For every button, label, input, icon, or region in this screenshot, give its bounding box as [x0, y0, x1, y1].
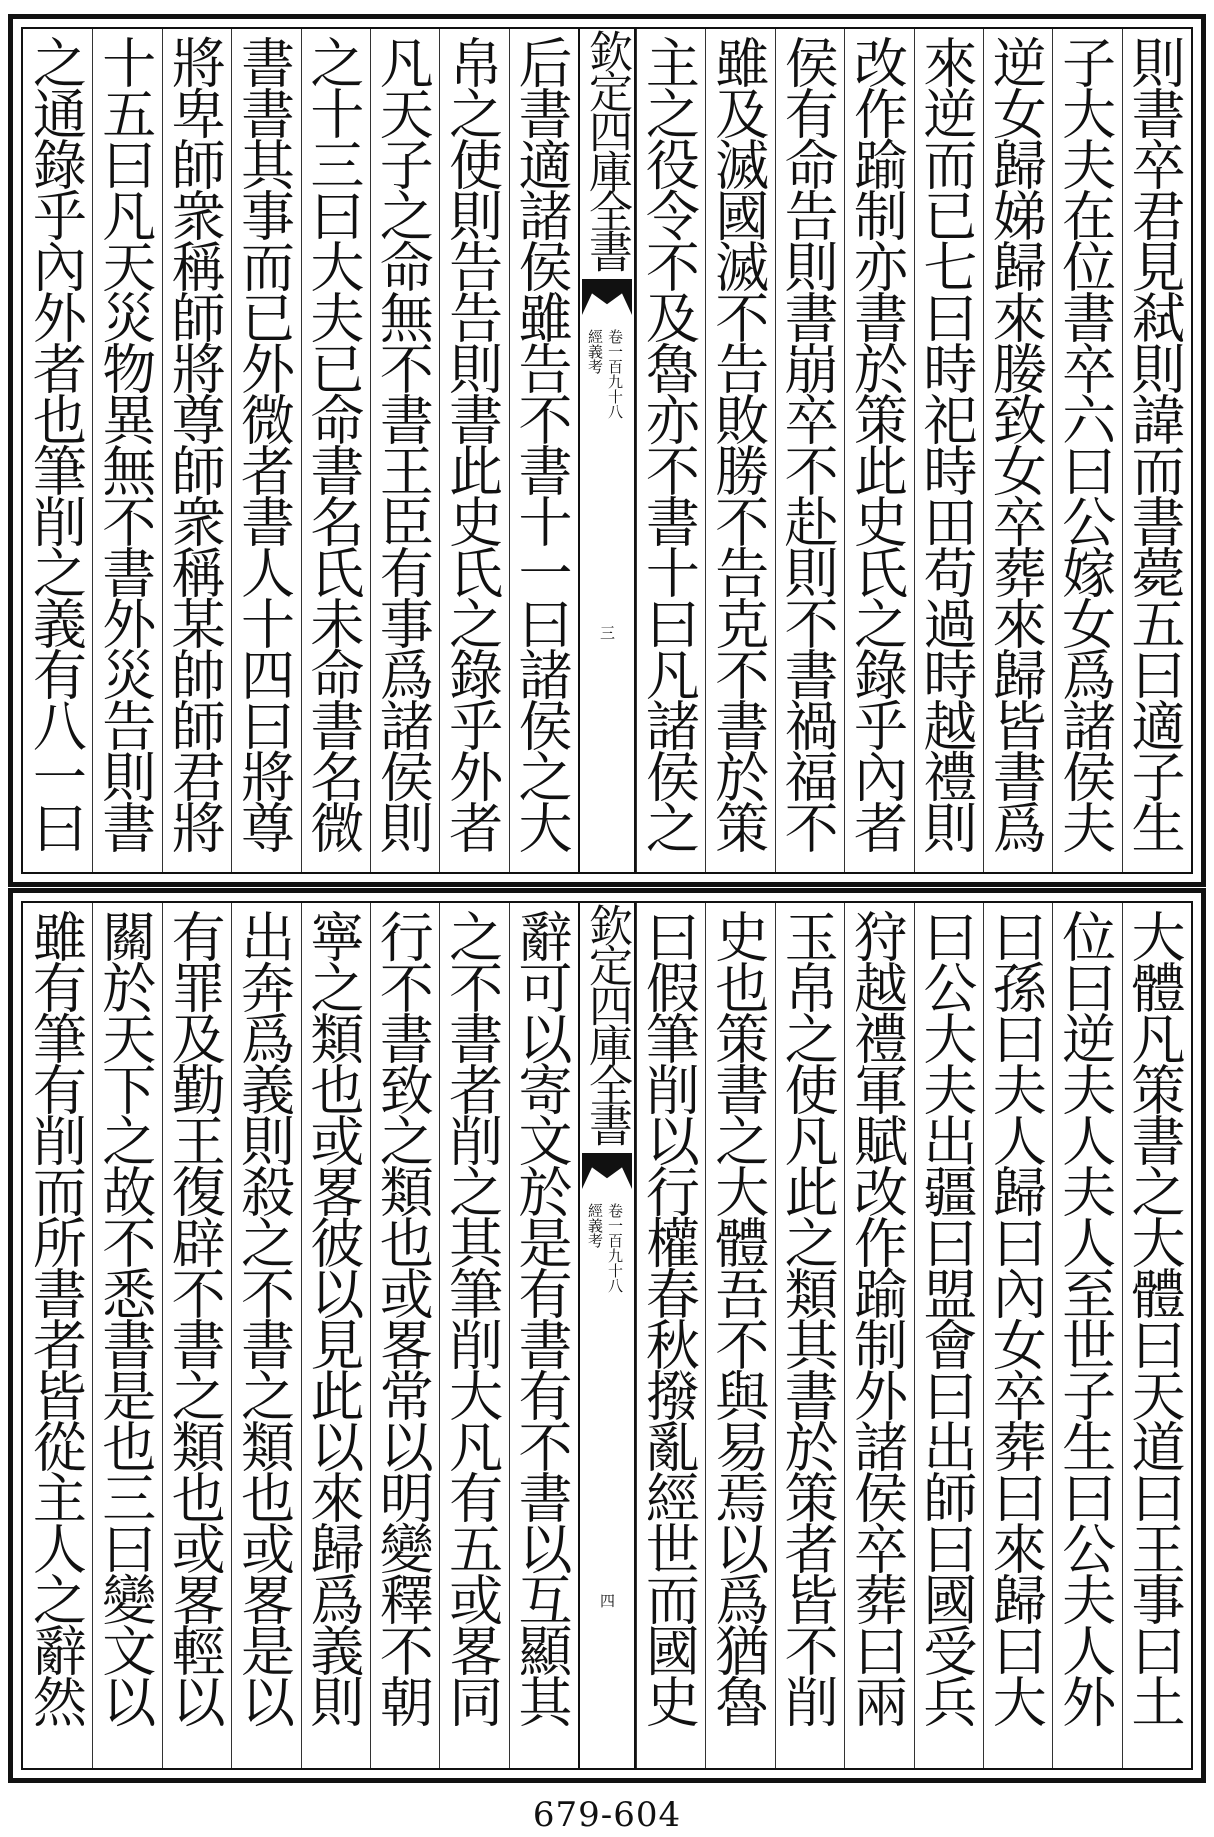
banner-book-name: 經義考	[586, 1203, 604, 1248]
bottom-page	[8, 888, 1206, 1783]
text-column: 史也策書之大體吾不與易焉以爲猶魯	[705, 903, 774, 1768]
text-column: 將卑師衆稱師將尊師衆稱某帥師君將	[162, 29, 231, 872]
banner-volume: 卷一百九十八	[606, 1203, 624, 1293]
text-column: 雖有筆有削而所書者皆從主人之辭然	[24, 909, 88, 1725]
text-column: 出奔爲義則殺之不書之類也或畧是以	[231, 903, 300, 1768]
text-column: 狩越禮軍賦改作踰制外諸侯卒葬曰兩	[844, 903, 913, 1768]
banner-page-number: 四	[598, 1593, 616, 1608]
banner-page-number: 三	[598, 625, 616, 640]
text-column: 大體凡策書之大體曰天道曰王事曰土	[1122, 903, 1191, 1768]
text-column: 關於天下之故不悉書是也三曰變文以	[92, 903, 161, 1768]
catalog-number: 679-604	[532, 1795, 682, 1835]
text-column: 辭可以寄文於是有書有不書以互顯其	[509, 903, 578, 1768]
text-column: 后書適諸侯雖告不書十一曰諸侯之大	[509, 29, 578, 872]
fish-tail-mark-icon	[582, 1153, 632, 1189]
text-column: 書書其事而已外微者書人十四曰將尊	[231, 29, 300, 872]
text-column: 之不書者削之其筆削大凡有五或畧同	[439, 903, 508, 1768]
top-page-columns	[23, 29, 1191, 872]
text-column: 之通錄乎內外者也筆削之義有八一曰	[24, 35, 88, 851]
text-column: 雖及滅國滅不告敗勝不告克不書於策	[705, 29, 774, 872]
banner-volume: 卷一百九十八	[606, 329, 624, 419]
center-banner	[578, 29, 636, 872]
text-column: 行不書致之類也或畧常以明變釋不朝	[370, 903, 439, 1768]
text-column: 寧之類也或畧彼以見此以來歸爲義則	[301, 903, 370, 1768]
text-column: 逆女歸娣歸來媵致女卒葬來歸皆書爲	[983, 29, 1052, 872]
fish-tail-mark-icon	[582, 279, 632, 315]
text-column: 之十三曰大夫已命書名氏未命書名微	[301, 29, 370, 872]
center-banner	[578, 903, 636, 1768]
text-column: 位曰逆夫人夫人至世子生曰公夫人外	[1052, 903, 1121, 1768]
text-column: 則書卒君見弒則諱而書薨五曰適子生	[1122, 29, 1191, 872]
text-column: 來逆而已七曰時祀時田苟過時越禮則	[914, 29, 983, 872]
top-page-frame	[21, 27, 1193, 874]
text-column: 曰孫曰夫人歸曰內女卒葬曰來歸曰大	[983, 903, 1052, 1768]
text-column: 侯有命告則書崩卒不赴則不書禍福不	[775, 29, 844, 872]
text-column: 凡天子之命無不書王臣有事爲諸侯則	[370, 29, 439, 872]
text-column: 主之役令不及魯亦不書十曰凡諸侯之	[636, 29, 705, 872]
banner-book-name: 經義考	[586, 329, 604, 374]
text-column: 曰公大夫出疆曰盟會曰出師曰國受兵	[914, 903, 983, 1768]
bottom-page-frame	[21, 901, 1193, 1770]
text-column: 帛之使則告告則書此史氏之錄乎外者	[439, 29, 508, 872]
text-column: 曰假筆削以行權春秋撥亂經世而國史	[636, 903, 705, 1768]
text-column: 有罪及勤王復辟不書之類也或畧輕以	[162, 903, 231, 1768]
banner-title: 欽定四庫全書	[581, 903, 632, 1143]
top-page	[8, 14, 1206, 887]
bottom-page-columns	[23, 903, 1191, 1768]
text-column: 十五曰凡天災物異無不書外災告則書	[92, 29, 161, 872]
text-column: 改作踰制亦書於策此史氏之錄乎內者	[844, 29, 913, 872]
text-column: 玉帛之使凡此之類其書於策者皆不削	[775, 903, 844, 1768]
text-column: 子大夫在位書卒六曰公嫁女爲諸侯夫	[1052, 29, 1121, 872]
banner-title: 欽定四庫全書	[581, 29, 632, 269]
